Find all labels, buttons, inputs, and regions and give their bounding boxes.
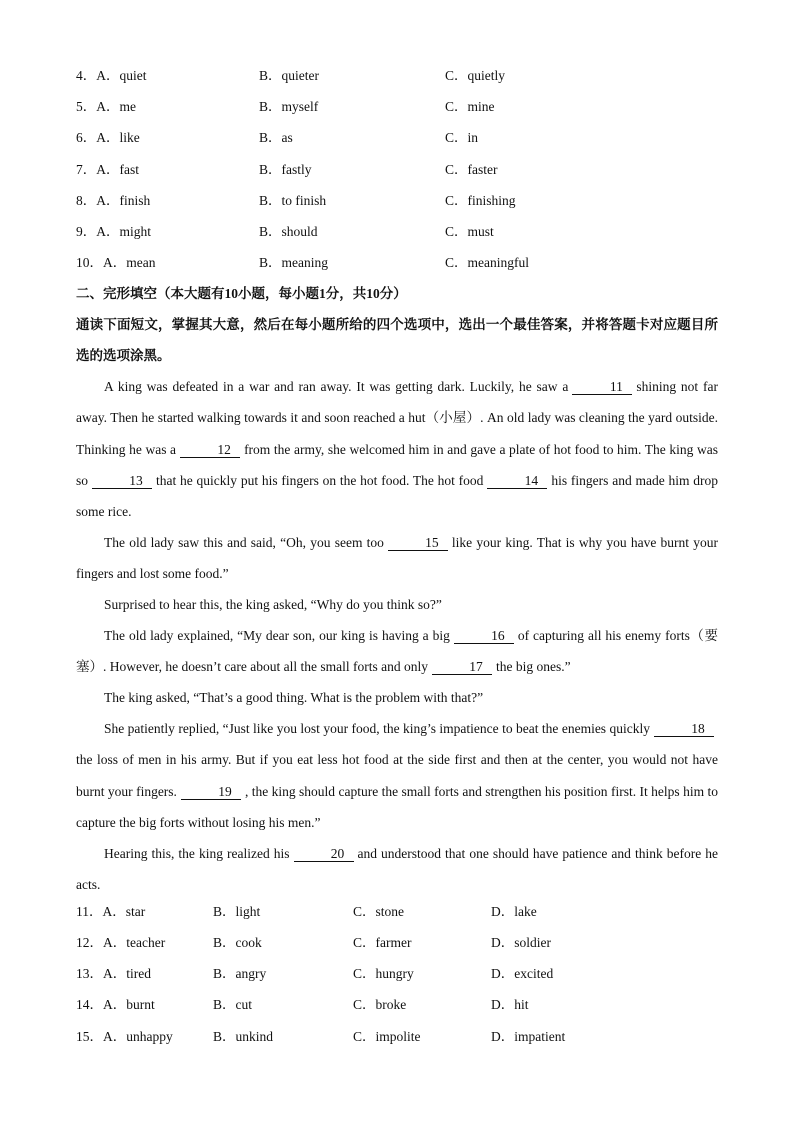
option-a: A．me	[96, 99, 136, 115]
passage-text: the loss of men in his army. But if you eat less hot food at the side first and then at the center, you would not have burnt your fingers.	[76, 752, 718, 799]
section-title: 二、完形填空（本大题有10小题，每小题1分，共10分）	[76, 286, 407, 302]
question-number: 13．	[76, 966, 103, 982]
question-number: 5．	[76, 99, 97, 115]
question-row-5	[76, 95, 718, 126]
question-number: 9．	[76, 223, 97, 239]
passage-text: of capturing all his enemy forts（要塞）. However, he doesn’t care about all the small forts and only	[76, 628, 718, 675]
question-row-10	[76, 251, 718, 282]
option-d: D．soldier	[491, 935, 551, 951]
option-c: C．in	[445, 130, 479, 146]
passage-text: shining not far away. Then he started walking towards it and soon reached a hut（小屋）. An old lady was cleaning the yard outside. Thinking he was a	[76, 379, 718, 457]
option-b: B．cut	[213, 997, 252, 1013]
option-b: B．to finish	[259, 192, 327, 208]
option-b: B．meaning	[259, 255, 328, 271]
option-c: C．stone	[353, 903, 405, 919]
question-number: 4．	[76, 68, 97, 83]
question-number: 12．	[76, 935, 103, 951]
passage-text: , the king should capture the small forts and strengthen his position first. It helps him to capture the big forts without losing his men.”	[76, 783, 718, 830]
exam-page	[76, 64, 718, 1056]
option-a: A．quiet	[96, 68, 147, 83]
passage-text: Hearing this, the king realized his	[104, 845, 290, 861]
passage-paragraph-6	[76, 713, 718, 837]
blank-17: 17	[432, 660, 492, 675]
option-a: A．burnt	[103, 997, 155, 1013]
question-row-9	[76, 220, 718, 251]
question-row-14	[76, 993, 718, 1024]
passage-text: the big ones.”	[496, 659, 571, 675]
option-a: A．like	[96, 130, 140, 146]
option-b: B．as	[259, 130, 293, 146]
passage-text: The old lady saw this and said, “Oh, you seem too	[104, 534, 384, 550]
passage-text: his fingers and made him drop some rice.	[76, 472, 719, 519]
passage-paragraph-5: The king asked, “That’s a good thing. What is the problem with that?”	[104, 690, 484, 706]
passage-paragraph-2	[76, 527, 718, 589]
option-b: B．myself	[259, 99, 319, 115]
question-row-13	[76, 962, 718, 993]
question-row-8	[76, 189, 718, 220]
question-row-4	[76, 64, 718, 95]
question-number: 10．	[76, 255, 103, 271]
blank-16: 16	[454, 629, 514, 644]
question-number: 14．	[76, 997, 103, 1013]
option-c: C．farmer	[353, 935, 412, 951]
passage-text: like your king. That is why you have burnt your fingers and lost some food.”	[76, 534, 719, 581]
option-c: C．must	[445, 223, 494, 239]
passage-paragraph-3: Surprised to hear this, the king asked, “Why do you think so?”	[104, 596, 442, 612]
question-row-6	[76, 126, 718, 157]
option-d: D．impatient	[491, 1028, 566, 1044]
option-a: A．unhappy	[103, 1028, 173, 1044]
option-b: B．cook	[213, 935, 262, 951]
option-a: A．teacher	[103, 935, 166, 951]
section-instruction: 通读下面短文，掌握其大意，然后在每小题所给的四个选项中，选出一个最佳答案，并将答题卡对应题目所选的选项涂黑。	[76, 317, 718, 364]
option-c: C．hungry	[353, 966, 414, 982]
passage-text: She patiently replied, “Just like you lost your food, the king’s impatience to beat the enemies quickly	[104, 721, 650, 737]
question-number: 15．	[76, 1028, 103, 1044]
option-d: D．hit	[491, 997, 529, 1013]
option-b: B．quieter	[259, 68, 319, 83]
blank-18: 18	[654, 722, 714, 737]
option-c: C．broke	[353, 997, 407, 1013]
option-d: D．lake	[491, 903, 537, 919]
option-a: A．star	[102, 903, 146, 919]
option-c: C．impolite	[353, 1028, 421, 1044]
option-c: C．meaningful	[445, 255, 529, 271]
option-a: A．tired	[103, 966, 151, 982]
question-row-7	[76, 158, 718, 189]
part2-options	[76, 900, 718, 1056]
option-d: D．excited	[491, 966, 554, 982]
question-number: 6．	[76, 130, 97, 146]
part1-options	[76, 64, 718, 282]
blank-15: 15	[388, 536, 448, 551]
option-a: A．might	[96, 223, 152, 239]
passage-text: from the army, she welcomed him in and gave a plate of hot food to him. The king was so	[76, 441, 718, 488]
option-b: B．should	[259, 223, 318, 239]
option-c: C．mine	[445, 99, 495, 115]
question-number: 8．	[76, 192, 97, 208]
option-c: C．quietly	[445, 68, 505, 83]
question-number: 7．	[76, 161, 97, 177]
blank-12: 12	[180, 443, 240, 458]
blank-19: 19	[181, 785, 241, 800]
option-a: A．mean	[103, 255, 156, 271]
option-b: B．unkind	[213, 1028, 274, 1044]
passage-paragraph-1	[76, 371, 718, 526]
option-b: B．angry	[213, 966, 267, 982]
cloze-passage	[76, 371, 718, 900]
question-row-15	[76, 1025, 718, 1056]
blank-13: 13	[92, 474, 152, 489]
blank-20: 20	[294, 847, 354, 862]
passage-text: A king was defeated in a war and ran away. It was getting dark. Luckily, he saw a	[104, 379, 569, 395]
question-row-11	[76, 900, 718, 931]
passage-paragraph-4	[76, 620, 718, 682]
option-b: B．light	[213, 903, 261, 919]
question-number: 11．	[76, 903, 103, 919]
passage-text: and understood that one should have patience and think before he acts.	[76, 845, 718, 892]
passage-text: The old lady explained, “My dear son, our king is having a big	[104, 628, 450, 644]
option-a: A．fast	[96, 161, 139, 177]
blank-14: 14	[487, 474, 547, 489]
option-c: C．finishing	[445, 192, 516, 208]
passage-paragraph-7	[76, 838, 718, 900]
question-row-12	[76, 931, 718, 962]
option-c: C．faster	[445, 161, 498, 177]
option-a: A．finish	[96, 192, 151, 208]
passage-text: that he quickly put his fingers on the hot food. The hot food	[156, 472, 484, 488]
blank-11: 11	[572, 380, 632, 395]
option-b: B．fastly	[259, 161, 312, 177]
